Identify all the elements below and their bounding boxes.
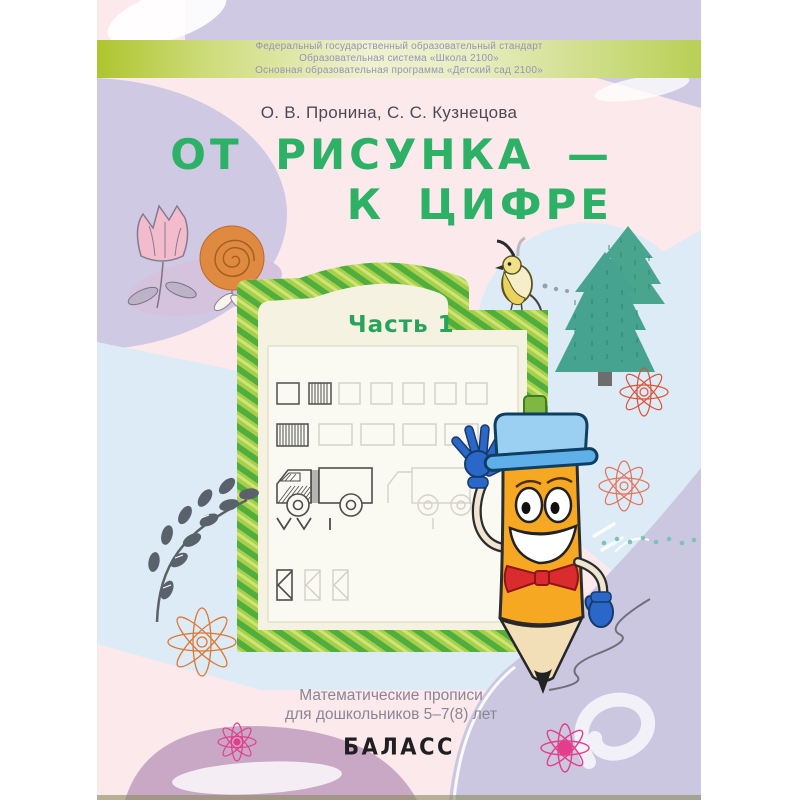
cover xyxy=(97,0,701,800)
title-line-1: ОТ РИСУНКА — xyxy=(170,130,613,179)
authors-line: О. В. Пронина, С. С. Кузнецова xyxy=(260,103,518,122)
banner-line: Федеральный государственный образовательный стандарт xyxy=(255,40,543,52)
subtitle-line-2: для дошкольников 5–7(8) лет xyxy=(285,706,497,723)
banner-line: Основная образовательная программа «Детский сад 2100» xyxy=(255,65,543,77)
book-title xyxy=(170,130,613,230)
part-label: Часть 1 xyxy=(348,312,455,338)
banner-line: Образовательная система «Школа 2100» xyxy=(299,52,499,64)
top-banner xyxy=(97,40,701,78)
pencil-hat-icon xyxy=(485,414,598,471)
title-line-2: К ЦИФРЕ xyxy=(346,180,613,229)
subtitle-line-1: Математические прописи xyxy=(299,687,483,704)
publisher-logo: БАЛАСС xyxy=(343,734,455,760)
subtitle xyxy=(97,686,693,724)
